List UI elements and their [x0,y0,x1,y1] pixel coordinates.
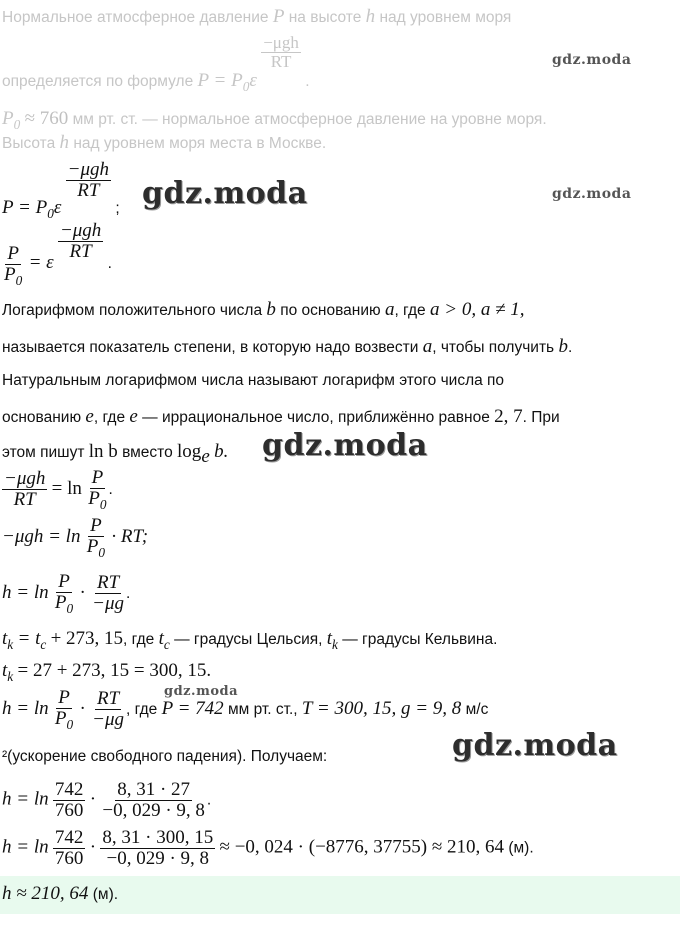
watermark-logo: gdz.moda [452,728,618,763]
var-h: h [365,6,376,27]
eq6-fraction-2: $\frac{RT}{-\mu g}$ [92,688,124,731]
watermark-logo: gdz.moda [552,52,632,68]
eq7-fraction-2: $\frac{8, 31 \cdot 27}{-0, 029 \cdot 9, 8}$ [102,779,205,821]
intro-text: Нормальное атмосферное давление [2,9,269,26]
eq5-fraction-1: $\frac{P}{P_0}$ [54,571,74,616]
kelvin-definition: $t_k = t_c + 273$, 15, где $t_c$ — градусы Цельсия, $t_k$ — градусы Кельвина. [2,628,498,652]
intro-line-1 [2,6,511,28]
eq2-exponent: $\frac{\text{−μgh}}{RT}$ [59,220,102,263]
answer-value: h ≈ 210, 64 [2,883,89,904]
intro-line-3 [2,108,547,132]
intro-text: над уровнем моря [379,9,512,26]
equation-1: $P = P_0\varepsilon$ $\frac{\text{−μgh}}{RT}$ ; [2,159,120,221]
eq1-exponent: $\frac{\text{−μgh}}{RT}$ [67,159,110,201]
formula-exponent: $\frac{\text{−μgh}}{RT}$ [263,33,299,71]
log-def-line-5: этом пишут ln b вместо $\log_e b$. [2,441,229,467]
watermark-logo: gdz.moda [142,176,308,211]
eq1-lhs: $P = P_0\varepsilon$ [2,196,62,221]
equation-3: $\frac{\text{−μgh}}{RT}$ = ln $\frac{P}{P_0}$ . [4,467,113,512]
eq2-ratio: $\frac{P}{P_0}$ [4,243,23,288]
log-def-line-3: Натуральным логарифмом числа называют логарифм этого числа по [2,372,505,389]
equation-8: h = ln $\frac{742}{760}$ · $\frac{8, 31 \cdot 300, 15}{-0, 029 \cdot 9, 8}$ ≈ −0, 024 · (−8776, 37755) ≈ 210, 64 (м). [2,827,534,869]
intro-text: над уровнем моря места в Москве. [73,135,327,152]
var-p0: $P_0$ [2,108,21,132]
eq4-fraction: $\frac{P}{P_0}$ [86,515,106,560]
eq8-fraction-1: $\frac{742}{760}$ [54,827,84,869]
intro-text: определяется по формуле [2,73,194,91]
intro-line-2: определяется по формуле $P = P_0\varepsilon$ $\frac{\text{−μgh}}{RT}$ . [2,33,310,95]
eq3-right-fraction: $\frac{P}{P_0}$ [88,467,107,512]
answer-unit: (м). [92,886,119,903]
equation-2: $\frac{P}{P_0}$ = ε $\frac{\text{−μgh}}{RT}$ . [4,220,112,288]
var-h: h [59,132,70,153]
intro-text: Высота [2,135,56,152]
equation-7: h = ln $\frac{742}{760}$ · $\frac{8, 31 \cdot 27}{-0, 029 \cdot 9, 8}$ . [2,779,212,821]
value-760: ≈ 760 [24,108,69,129]
intro-text: мм рт. ст. — нормальное атмосферное давление на уровне моря. [72,111,547,128]
log-def-line-2: называется показатель степени, в которую надо возвести a, чтобы получить b. [2,336,573,357]
watermark-logo: gdz.moda [164,684,239,699]
watermark-logo: gdz.moda [552,186,632,202]
formula-lhs: $P = P_0\varepsilon$ [197,70,257,95]
acceleration-note: ²(ускорение свободного падения). Получаем: [2,748,328,765]
answer-box [0,876,680,914]
eq7-fraction-1: $\frac{742}{760}$ [54,779,84,821]
eq8-fraction-2: $\frac{8, 31 \cdot 300, 15}{-0, 029 \cdot 9, 8}$ [102,827,214,869]
equation-4: −μgh = ln $\frac{P}{P_0}$ · RT; [2,515,149,560]
eq6-fraction-1: $\frac{P}{P_0}$ [54,687,74,732]
intro-text: на высоте [288,9,362,26]
watermark-logo: gdz.moda [262,428,428,463]
eq5-fraction-2: $\frac{RT}{-\mu g}$ [92,572,124,615]
equation-6: h = ln $\frac{P}{P_0}$ · $\frac{RT}{-\mu g}$ , где P = 742 мм рт. ст., T = 300, 15, g = 9, 8 м/с [2,687,489,732]
log-def-line-1: Логарифмом положительного числа b по основанию a, где a > 0, a ≠ 1, [2,299,525,320]
log-def-line-4: основанию e, где e — иррациональное число, приближённо равное 2, 7. При [2,406,560,427]
intro-line-4 [2,132,326,154]
kelvin-calculation: $t_k = 27 + 273$, 15 = 300, 15. [2,660,212,684]
equation-5: h = ln $\frac{P}{P_0}$ · $\frac{RT}{-\mu g}$ . [2,571,131,616]
eq3-left-fraction: $\frac{\text{−μgh}}{RT}$ [4,468,46,511]
var-p: P [272,6,285,27]
